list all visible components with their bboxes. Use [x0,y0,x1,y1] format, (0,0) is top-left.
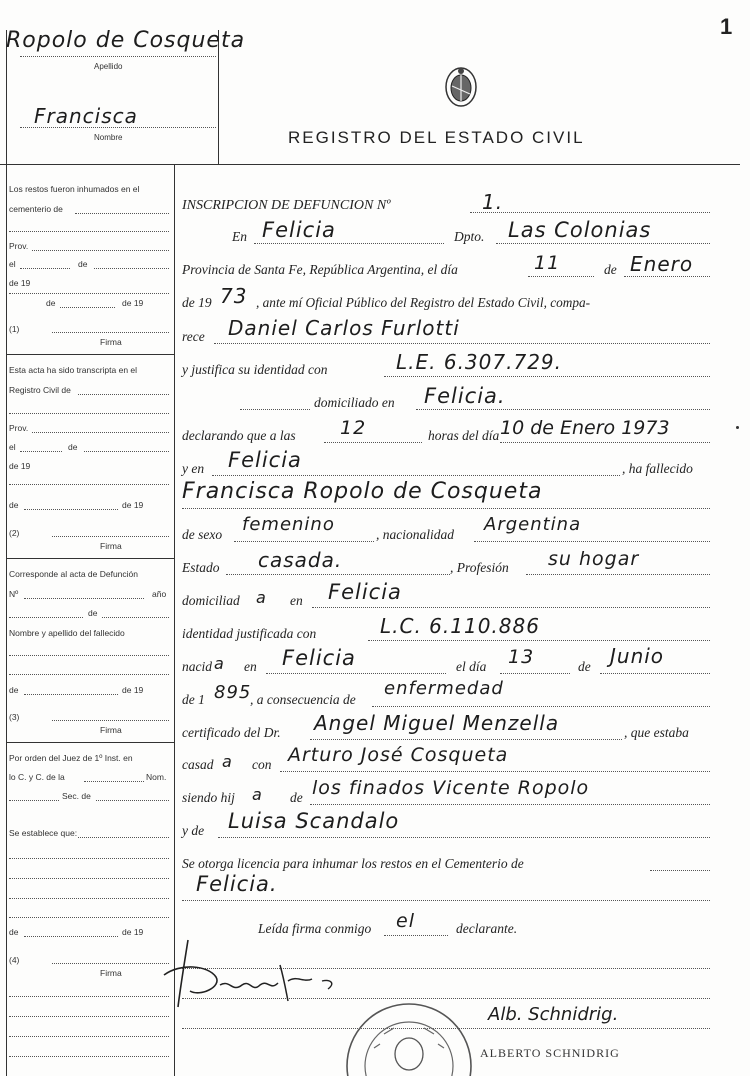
domiciliad-label: domiciliad [182,593,240,608]
sidebar-s4-nom: Nom. [146,772,167,782]
fallecido-label: , ha fallecido [622,461,693,476]
sidebar-s2-de-b: de [9,500,19,510]
ante-text: , ante mí Oficial Público del Registro del Estado Civil, compa- [256,295,591,310]
queestaba-label: , que estaba [624,725,689,740]
cementerio-value: Felicia. [196,872,278,896]
casad-label: casad [182,757,214,772]
dpto-label: Dpto. [454,229,485,244]
sidebar-s4-sec: Sec. de [62,791,91,801]
sidebar-s3-no: Nº [9,589,19,599]
sidebar-s3-de19: de 19 [122,685,144,695]
sidebar-s1-de19-b: de 19 [122,298,144,308]
siendo-suffix: a [252,785,263,804]
sidebar-s1-de: de [78,259,88,269]
sidebar-s1-prov: Prov. [9,241,29,251]
identidad-value: L.C. 6.110.886 [380,614,540,638]
nacid-suffix: a [214,654,225,673]
padre-value: los finados Vicente Ropolo [312,777,590,799]
declarante-label: declarante. [456,921,518,936]
medico-value: Angel Miguel Menzella [314,711,560,735]
estado-label: Estado [182,560,220,575]
nac-mes: Junio [610,644,665,668]
sidebar-s2-de19-b: de 19 [122,500,144,510]
leida-label: Leída firma conmigo [258,921,372,936]
siendo-label: siendo hij [182,790,235,805]
sidebar-s3-de: de [88,608,98,618]
sexo-value: femenino [242,514,335,535]
sidebar-s2-el: el [9,442,16,452]
sidebar-s1-firma: Firma [100,337,122,347]
sidebar-s2-line1: Esta acta ha sido transcripta en el [9,365,138,375]
justifica-label: y justifica su identidad con [182,362,328,377]
official-stamp-name: ALBERTO SCHNIDRIG [480,1046,620,1060]
rece-label: rece [182,329,205,344]
domiciliad-suffix: a [256,588,267,607]
horas-value: 12 [340,417,367,439]
provincia-text: Provincia de Santa Fe, República Argentina, el día [182,262,458,277]
nacionalidad-label: , nacionalidad [376,527,454,542]
sidebar-s2-de19: de 19 [9,461,31,471]
declarando-label: declarando que a las [182,428,296,443]
nacid-label: nacid [182,659,212,674]
margin-mark [736,426,739,429]
sidebar-s3-de-b: de [9,685,19,695]
sidebar-s3-num: (3) [9,712,20,722]
nac-anio: 895 [214,682,252,703]
sidebar-s2-firma: Firma [100,541,122,551]
lugar-value: Felicia [228,448,302,472]
casad-suffix: a [222,752,233,771]
sidebar-s2-line2: Registro Civil de [9,385,71,395]
sidebar-s1-de19: de 19 [9,278,31,288]
inscripcion-value: 1. [482,190,504,214]
coat-of-arms-emblem [444,66,478,113]
de19-label: de 19 [182,295,212,310]
en2-label: en [290,593,303,608]
sidebar-s4-de19: de 19 [122,927,144,937]
sidebar-s1-de-b: de [46,298,56,308]
dpto-value: Las Colonias [508,218,652,242]
horas-label: horas del día [428,428,500,443]
inscripcion-label: INSCRIPCION DE DEFUNCION Nº [182,198,391,213]
estado-value: casada. [258,548,343,572]
declarant-signature [160,935,350,1020]
official-seal-stamp [344,994,474,1076]
sidebar-s4-line2: lo C. y C. de la [9,772,65,782]
sidebar-s4-line1: Por orden del Juez de 1º Inst. en [9,753,133,763]
consecuencia-label: , a consecuencia de [250,692,356,707]
sidebar-s1-el: el [9,259,16,269]
sidebar-s2-num: (2) [9,528,20,538]
sidebar-s4-establece: Se establece que: [9,828,78,838]
sidebar-s4-firma: Firma [100,968,122,978]
leida-value: el [396,910,415,932]
eldia-label: el día [456,659,487,674]
de2-label: de [578,659,591,674]
domicilio2-value: Felicia [328,580,402,604]
surname-value: Ropolo de Cosqueta [6,28,246,53]
left-border [6,30,7,1076]
sidebar-s1-num: (1) [9,324,20,334]
page-number: 1 [720,14,733,39]
de3-label: de [290,790,303,805]
profesion-label: , Profesión [450,560,509,575]
official-signature: Alb. Schnidrig. [488,1004,619,1025]
fallecido-value: Francisca Ropolo de Cosqueta [182,479,543,504]
sidebar-s4-num: (4) [9,955,20,965]
mes-value: Enero [630,252,694,276]
sexo-label: de sexo [182,527,223,542]
anio-value: 73 [220,284,248,308]
sidebar-s3-line1: Corresponde al acta de Defunción [9,569,138,579]
en-label: En [232,229,247,244]
sidebar-s1-line2: cementerio de [9,204,63,214]
sidebar-s1-line1: Los restos fueron inhumados en el [9,184,140,194]
sidebar-s2-de: de [68,442,78,452]
compareciente-value: Daniel Carlos Furlotti [228,316,460,340]
nacimiento-lugar: Felicia [282,646,356,670]
registry-title: REGISTRO DEL ESTADO CIVIL [288,128,585,147]
yde-label: y de [182,823,205,838]
conyuge-value: Arturo José Cosqueta [288,744,509,766]
licencia-text: Se otorga licencia para inhumar los restos en el Cementerio de [182,856,524,871]
identidad-label: identidad justificada con [182,626,317,641]
domicilio-value: Felicia. [424,384,506,408]
certificado-label: certificado del Dr. [182,725,281,740]
sidebar-s4-de: de [9,927,19,937]
causa-value: enfermedad [384,678,504,699]
domiciliado-label: domiciliado en [314,395,395,410]
header-bottom-rule [0,164,740,165]
nac-dia: 13 [508,646,535,668]
name-label: Nombre [94,133,123,142]
sidebar-s3-nombre: Nombre y apellido del fallecido [9,628,125,638]
profesion-value: su hogar [548,548,640,570]
de18-label: de 1 [182,692,205,707]
fecha-fallecimiento-value: 10 de Enero 1973 [500,417,670,439]
madre-value: Luisa Scandalo [228,809,400,833]
yen-label: y en [182,461,205,476]
surname-label: Apellido [94,62,123,71]
sidebar-s2-prov: Prov. [9,423,29,433]
documento-value: L.E. 6.307.729. [396,350,562,374]
de-label: de [604,262,617,277]
en-value: Felicia [262,218,336,242]
en3-label: en [244,659,257,674]
sidebar-s3-ano: año [152,589,167,599]
con-label: con [252,757,272,772]
nacionalidad-value: Argentina [484,514,582,535]
dia-value: 11 [534,252,561,274]
name-value: Francisca [34,104,138,128]
sidebar-s3-firma: Firma [100,725,122,735]
